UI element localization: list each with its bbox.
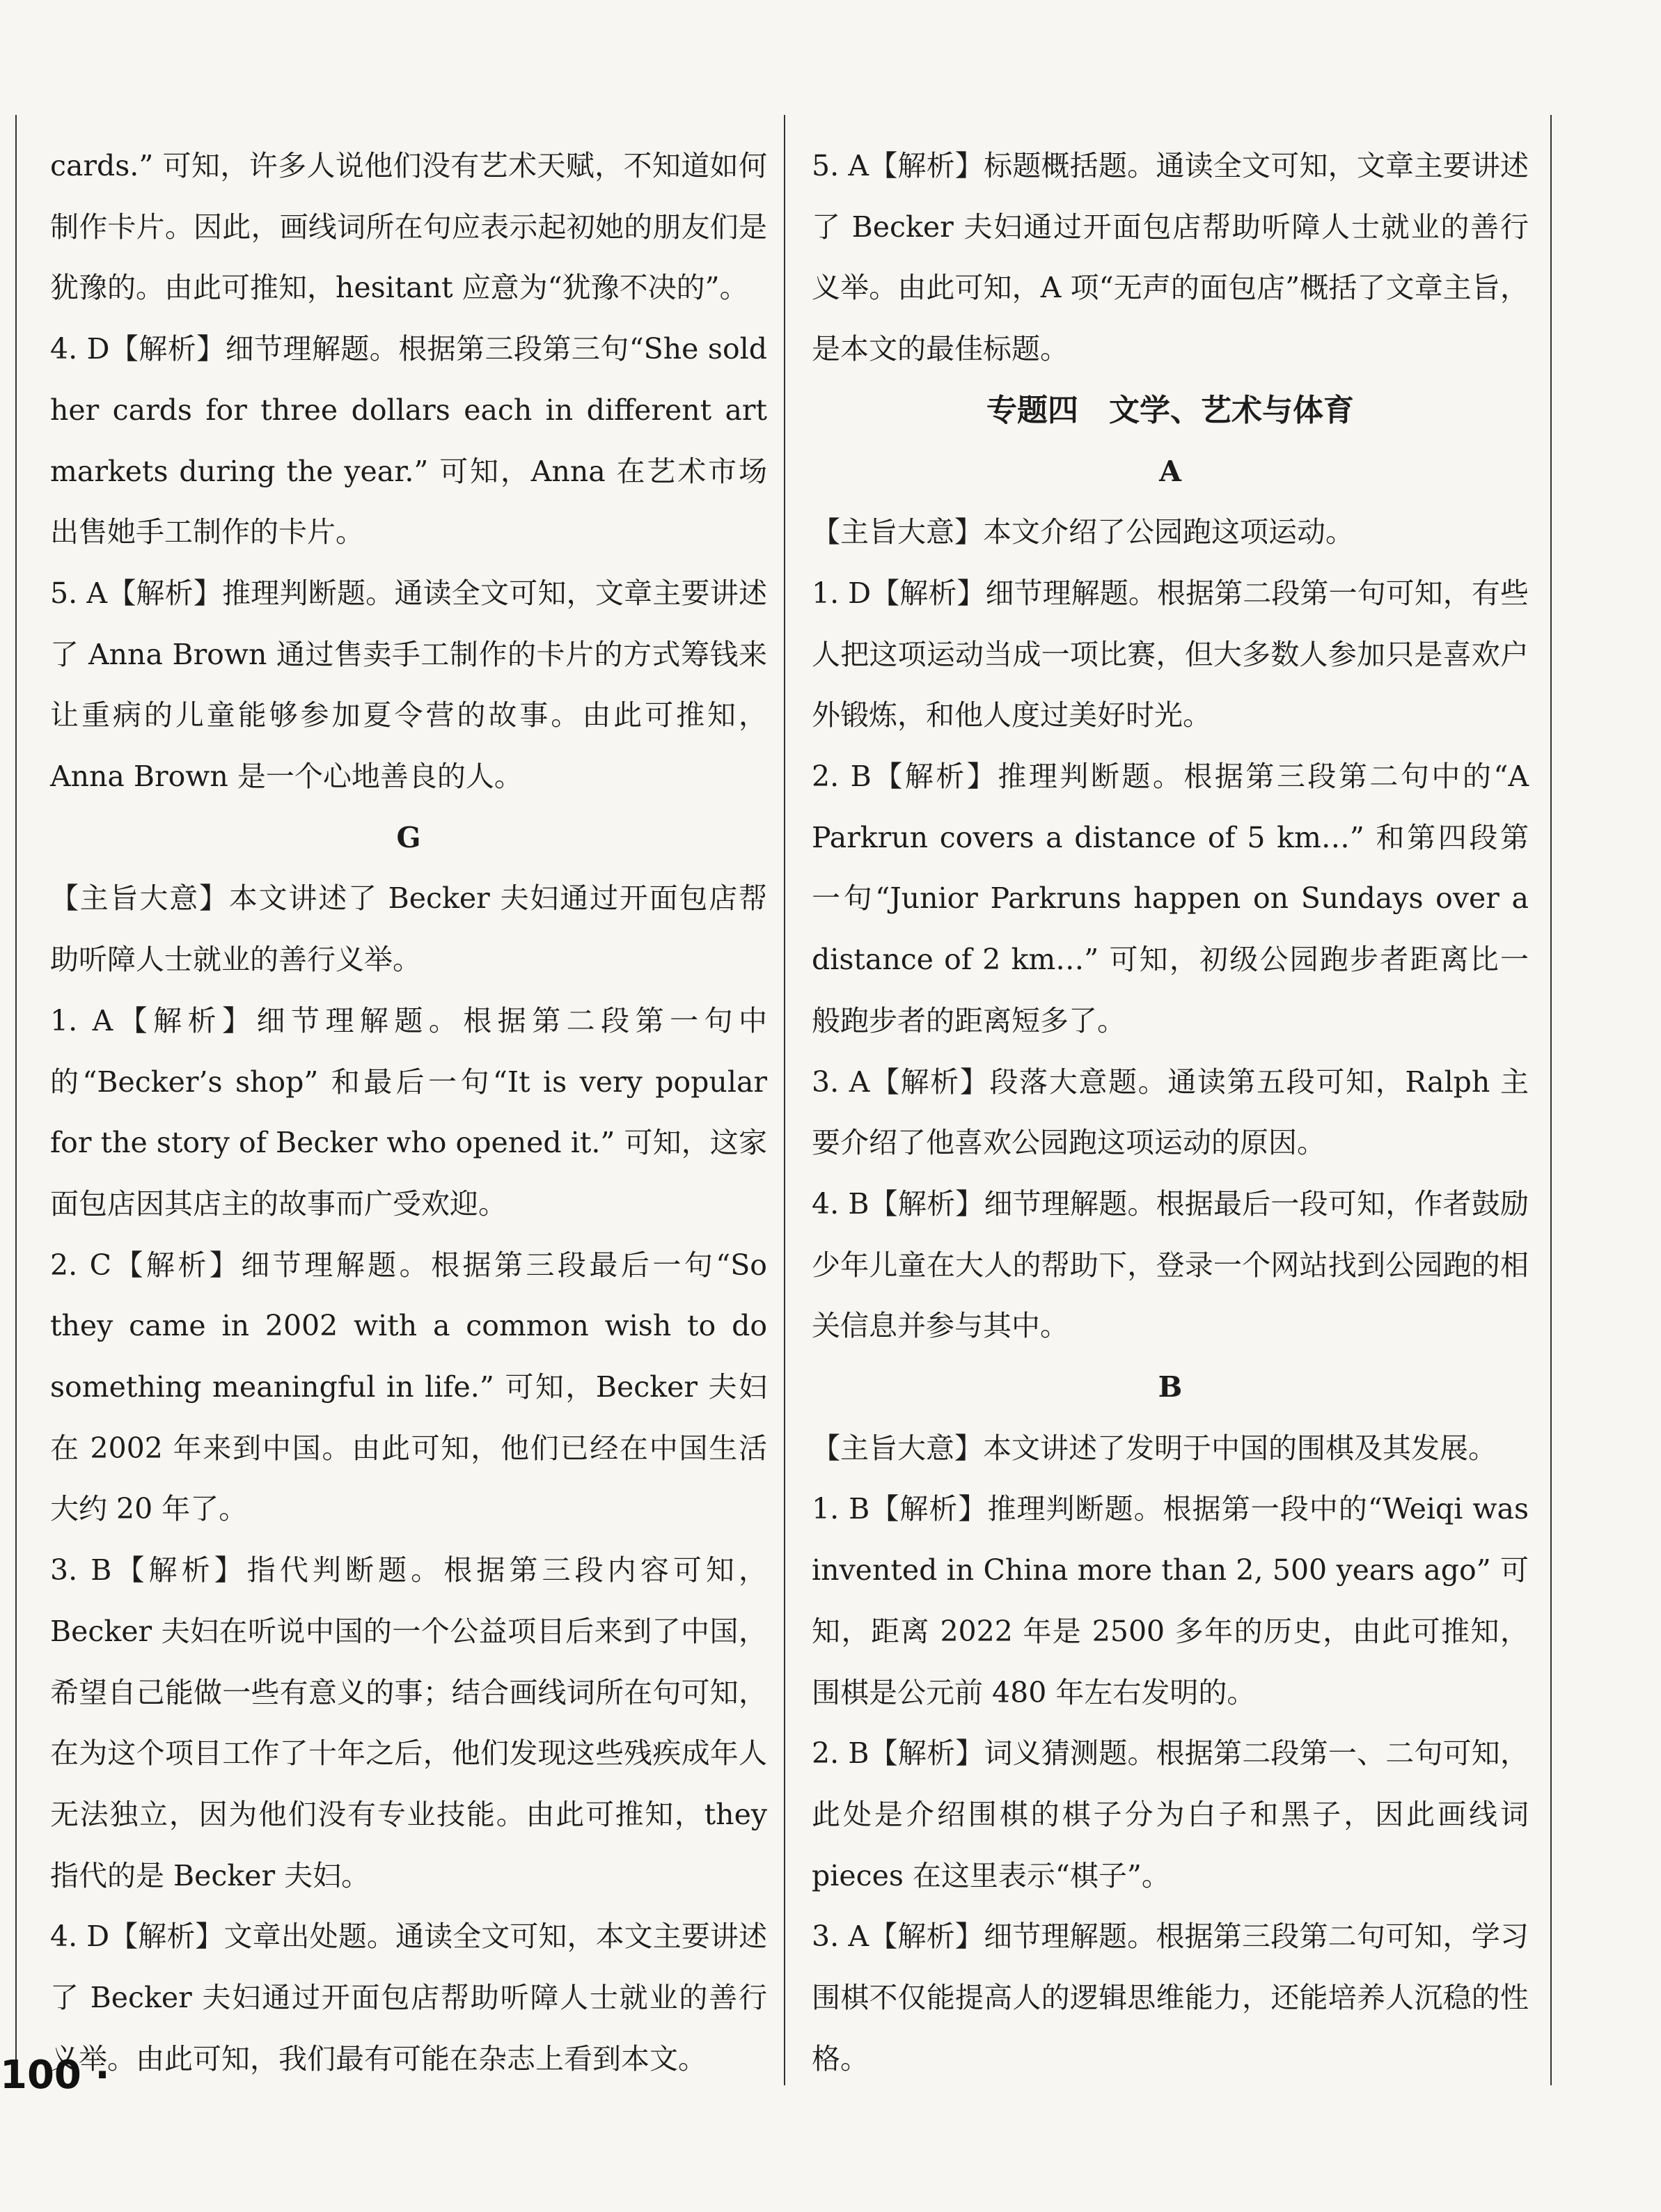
- paragraph: 4. D【解析】文章出处题。通读全文可知，本文主要讲述了 Becker 夫妇通过开面包店帮助听障人士就业的善行义举。由此可知，我们最有可能在杂志上看到本文。: [50, 1920, 767, 2076]
- main-idea: 【主旨大意】本文讲述了 Becker 夫妇通过开面包店帮助听障人士就业的善行义举。: [50, 881, 767, 977]
- section-letter: A: [1159, 454, 1181, 488]
- paragraph: 4. B【解析】细节理解题。根据最后一段可知，作者鼓励少年儿童在大人的帮助下，登录一个网站找到公园跑的相关信息并参与其中。: [812, 1186, 1529, 1343]
- left-column: [50, 136, 767, 2090]
- column-rule: [15, 115, 17, 2085]
- section-letter: B: [1158, 1370, 1183, 1404]
- paragraph: 1. A【解析】细节理解题。根据第二段第一句中的“Becker’s shop” 和最后一句“It is very popular for the story of Becker who opened it.” 可知，这家面包店因其店主的故事而广受欢迎。: [50, 1003, 767, 1221]
- section-heading: 专题四 文学、艺术与体育: [986, 392, 1354, 428]
- paragraph: 4. D【解析】细节理解题。根据第三段第三句“She sold her cards for three dollars each in different art markets during the year.” 可知，Anna 在艺术市场出售她手工制作的卡片。: [50, 332, 767, 549]
- page-number: 100 ·: [0, 2053, 110, 2098]
- paragraph: 5. A【解析】标题概括题。通读全文可知，文章主要讲述了 Becker 夫妇通过开面包店帮助听障人士就业的善行义举。由此可知，A 项“无声的面包店”概括了文章主旨，是本文的最佳标题。: [812, 149, 1529, 366]
- section-letter: G: [396, 820, 421, 854]
- paragraph: 5. A【解析】推理判断题。通读全文可知，文章主要讲述了 Anna Brown 通过售卖手工制作的卡片的方式筹钱来让重病的儿童能够参加夏令营的故事。由此可推知，Anna Brown 是一个心地善良的人。: [50, 576, 767, 794]
- paragraph: 3. B【解析】指代判断题。根据第三段内容可知，Becker 夫妇在听说中国的一个公益项目后来到了中国，希望自己能做一些有意义的事；结合画线词所在句可知，在为这个项目工作了十年之后，他们发现这些残疾成年人无法独立，因为他们没有专业技能。由此可推知，they 指代的是 Becker 夫妇。: [50, 1553, 767, 1892]
- main-idea: 【主旨大意】本文介绍了公园跑这项运动。: [812, 515, 1354, 549]
- paragraph: 2. B【解析】推理判断题。根据第三段第二句中的“A Parkrun covers a distance of 5 km…” 和第四段第一句“Junior Parkruns happen on Sundays over a distance of 2 km…” 可知，初级公园跑步者距离比一般跑步者的距离短多了。: [812, 760, 1529, 1037]
- paragraph: 2. B【解析】词义猜测题。根据第二段第一、二句可知，此处是介绍围棋的棋子分为白子和黑子，因此画线词 pieces 在这里表示“棋子”。: [812, 1736, 1529, 1892]
- paragraph: 3. A【解析】细节理解题。根据第三段第二句可知，学习围棋不仅能提高人的逻辑思维能力，还能培养人沉稳的性格。: [812, 1920, 1529, 2076]
- right-column: [812, 136, 1529, 2090]
- paragraph: 3. A【解析】段落大意题。通读第五段可知，Ralph 主要介绍了他喜欢公园跑这项运动的原因。: [812, 1065, 1529, 1160]
- column-rule: [784, 115, 785, 2085]
- column-rule: [1550, 115, 1552, 2085]
- paragraph: 1. D【解析】细节理解题。根据第二段第一句可知，有些人把这项运动当成一项比赛，但大多数人参加只是喜欢户外锻炼，和他人度过美好时光。: [812, 576, 1529, 732]
- main-idea: 【主旨大意】本文讲述了发明于中国的围棋及其发展。: [812, 1431, 1497, 1465]
- paragraph: cards.” 可知，许多人说他们没有艺术天赋，不知道如何制作卡片。因此，画线词所在句应表示起初她的朋友们是犹豫的。由此可推知，hesitant 应意为“犹豫不决的”。: [50, 149, 767, 305]
- paragraph: 1. B【解析】推理判断题。根据第一段中的“Weiqi was invented in China more than 2, 500 years ago” 可知，距离 2022 年是 2500 多年的历史，由此可推知，围棋是公元前 480 年左右发明的。: [812, 1492, 1529, 1709]
- paragraph: 2. C【解析】细节理解题。根据第三段最后一句“So they came in 2002 with a common wish to do something meaningful in life.” 可知，Becker 夫妇在 2002 年来到中国。由此可知，他们已经在中国生活大约 20 年了。: [50, 1248, 767, 1526]
